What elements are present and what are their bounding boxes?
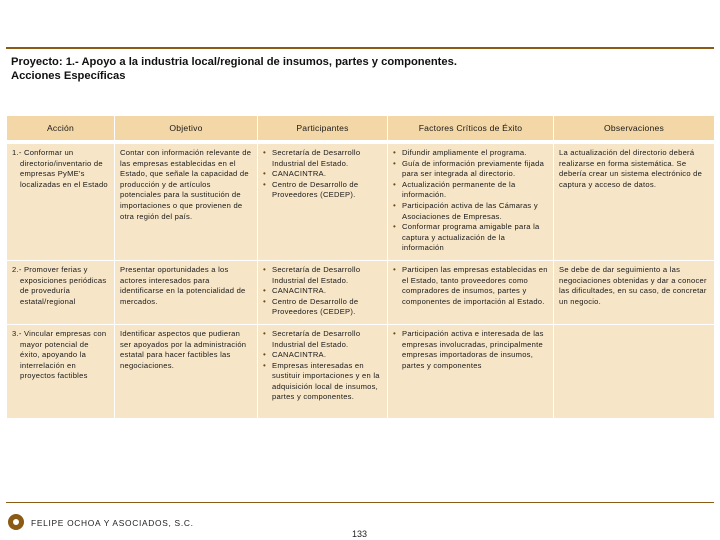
list-item: • Empresas interesadas en sustituir importaciones y en la adquisición local de insumos, partes y componentes. (263, 361, 382, 403)
cell-objetivo: Presentar oportunidades a los actores interesados para identificarse en la potencialidad de mercados. (115, 260, 258, 324)
list-item: • Secretaría de Desarrollo Industrial del Estado. (263, 148, 382, 169)
cell-accion: 2.- Promover ferias y exposiciones periódicas de proveduría estatal/regional (7, 260, 115, 324)
list-item: • CANACINTRA. (263, 286, 382, 297)
table-header-row (7, 116, 715, 140)
bullet-circle-icon (8, 514, 24, 530)
list-item: • Guía de información previamente fijada para ser integrada al directorio. (393, 159, 548, 180)
cell-objetivo: Contar con información relevante de las empresas establecidas en el Estado, que señale la capacidad de producción y de artículos potenciales para la sustitución de importaciones o que provienen de otra región del país. (115, 144, 258, 261)
cell-observaciones: Se debe de dar seguimiento a las negociaciones obtenidas y dar a conocer las dificultades, en su caso, de concretar un negocio. (554, 260, 715, 324)
page-number: 133 (352, 529, 368, 539)
col-header-factores: Factores Críticos de Éxito (388, 116, 554, 140)
list-item: • Centro de Desarrollo de Proveedores (CEDEP). (263, 297, 382, 318)
list-item: • Participación activa de las Cámaras y Asociaciones de Empresas. (393, 201, 548, 222)
cell-factores (388, 260, 554, 324)
cell-participantes (258, 324, 388, 418)
col-header-observaciones: Observaciones (554, 116, 715, 140)
title-project: Proyecto: 1.- Apoyo a la industria local/regional de insumos, partes y componentes. (11, 56, 457, 68)
list-item: • Participen las empresas establecidas en el Estado, tanto proveedores como compradores de insumos, partes y componentes de importación al Estado. (393, 265, 548, 307)
list-item: • CANACINTRA. (263, 350, 382, 361)
col-header-participantes: Participantes (258, 116, 388, 140)
cell-objetivo: Identificar aspectos que pudieran ser apoyados por la administración estatal para hacer factibles las negociaciones. (115, 324, 258, 418)
table-row (7, 324, 715, 418)
footer-company: FELIPE OCHOA Y ASOCIADOS, S.C. (31, 518, 194, 528)
table-row (7, 144, 715, 261)
col-header-objetivo: Objetivo (115, 116, 258, 140)
cell-observaciones (554, 324, 715, 418)
cell-participantes (258, 260, 388, 324)
cell-observaciones: La actualización del directorio deberá realizarse en forma sistemática. Se debería crear un sistema electrónico de captura y acceso de datos. (554, 144, 715, 261)
list-item: • Difundir ampliamente el programa. (393, 148, 548, 159)
col-header-accion: Acción (7, 116, 115, 140)
cell-factores (388, 144, 554, 261)
list-item: • CANACINTRA. (263, 169, 382, 180)
list-item: • Centro de Desarrollo de Proveedores (CEDEP). (263, 180, 382, 201)
title-subtitle: Acciones Específicas (11, 70, 126, 82)
list-item: • Actualización permanente de la información. (393, 180, 548, 201)
cell-factores (388, 324, 554, 418)
page-title (11, 55, 711, 83)
list-item: • Secretaría de Desarrollo Industrial del Estado. (263, 329, 382, 350)
list-item: • Conformar programa amigable para la captura y actualización de la información (393, 222, 548, 254)
top-rule (6, 47, 714, 49)
list-item: • Participación activa e interesada de las empresas involucradas, principalmente empresas importadoras de insumos, partes y componentes (393, 329, 548, 371)
actions-table (6, 116, 715, 419)
cell-accion: 3.- Vincular empresas con mayor potencial de éxito, apoyando la interrelación en proyectos factibles (7, 324, 115, 418)
cell-participantes (258, 144, 388, 261)
table-row (7, 260, 715, 324)
cell-accion: 1.- Conformar un directorio/inventario de empresas PyME's localizadas en el Estado (7, 144, 115, 261)
list-item: • Secretaría de Desarrollo Industrial del Estado. (263, 265, 382, 286)
